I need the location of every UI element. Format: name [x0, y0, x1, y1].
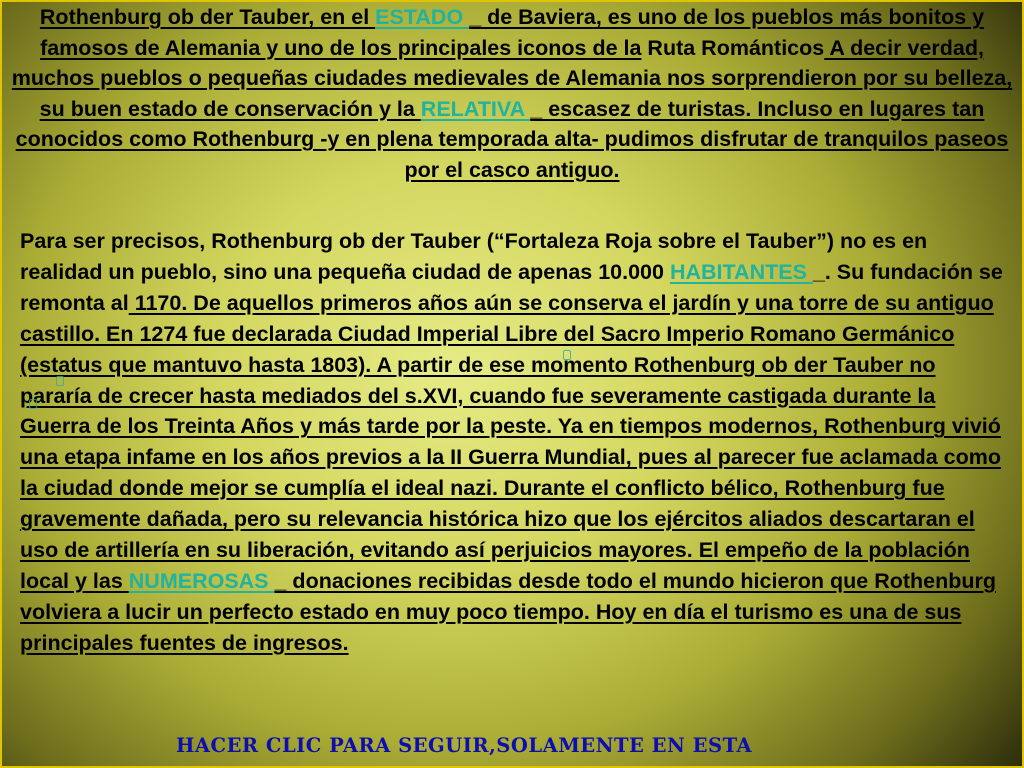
link-relativa[interactable]: RELATIVA	[420, 96, 531, 121]
history-text-4: _ donaciones recibidas desde todo el mundo hicieron que Rothenburg volviera a lucir un perfecto estado en muy poco tiempo. Hoy en día el turismo es una de sus principales fuentes de ingresos.	[20, 568, 997, 655]
history-text-1: Para ser precisos, Rothenburg ob der Tauber (“Fortaleza Roja sobre el Tauber”) no es en realidad un pueblo, sino una pequeña ciudad de apenas 10.000	[20, 229, 928, 284]
link-numerosas[interactable]: NUMEROSAS	[128, 568, 275, 593]
intro-text-2: _ de Baviera, es uno de los pueblos más bonitos y famosos de Alemania y uno de los principales iconos de la	[40, 5, 985, 60]
intro-text-1: Rothenburg ob der Tauber, en el	[39, 5, 376, 29]
link-estado[interactable]: ESTADO	[375, 5, 470, 29]
intro-text-3: A decir verdad, muchos pueblos o pequeñas ciudades medievales de Alemania nos sorprendieron por su belleza, su buen estado de conservación y la	[11, 35, 1013, 121]
history-text-2: _. Su fundación se remonta al	[20, 259, 1003, 315]
hyperlink-marker-icon	[29, 399, 37, 409]
history-paragraph	[20, 226, 1005, 659]
hyperlink-marker-icon	[563, 350, 571, 360]
intro-paragraph	[4, 2, 1020, 185]
hyperlink-marker-icon	[56, 376, 64, 386]
link-habitantes[interactable]: HABITANTES	[669, 259, 813, 284]
history-text-3: 1170. De aquellos primeros años aún se conserva el jardín y una torre de su antiguo castillo. En 1274 fue declarada Ciudad Imperial Libre del Sacro Imperio Romano Germánico (estatus que mantuvo hasta 1803). A partir de ese momento Rothenburg ob der Tauber no pararía de crecer hasta mediados del s.XVI, cuando fue severamente castigada durante la Guerra de los Treinta Años y más tarde por la peste. Ya en tiempos modernos, Rothenburg vivió una etapa infame en los años previos a la II Guerra Mundial, pues al parecer fue aclamada como la ciudad donde mejor se cumplía el ideal nazi. Durante el conflicto bélico, Rothenburg fue gravemente dañada, pero su relevancia histórica hizo que los ejércitos aliados descartaran el uso de artillería en su liberación, evitando así perjuicios mayores. El empeño de la población local y las	[20, 290, 1001, 593]
intro-text-4: _ escasez de turistas. Incluso en lugares tan conocidos como Rothenburg -y en plena temporada alta- pudimos disfrutar de tranquilos paseos por el casco antiguo.	[15, 96, 1009, 182]
intro-text-ruta: Ruta Románticos	[641, 35, 825, 60]
continue-click-button[interactable]: HACER CLIC PARA SEGUIR,SOLAMENTE EN ESTA	[176, 734, 753, 757]
